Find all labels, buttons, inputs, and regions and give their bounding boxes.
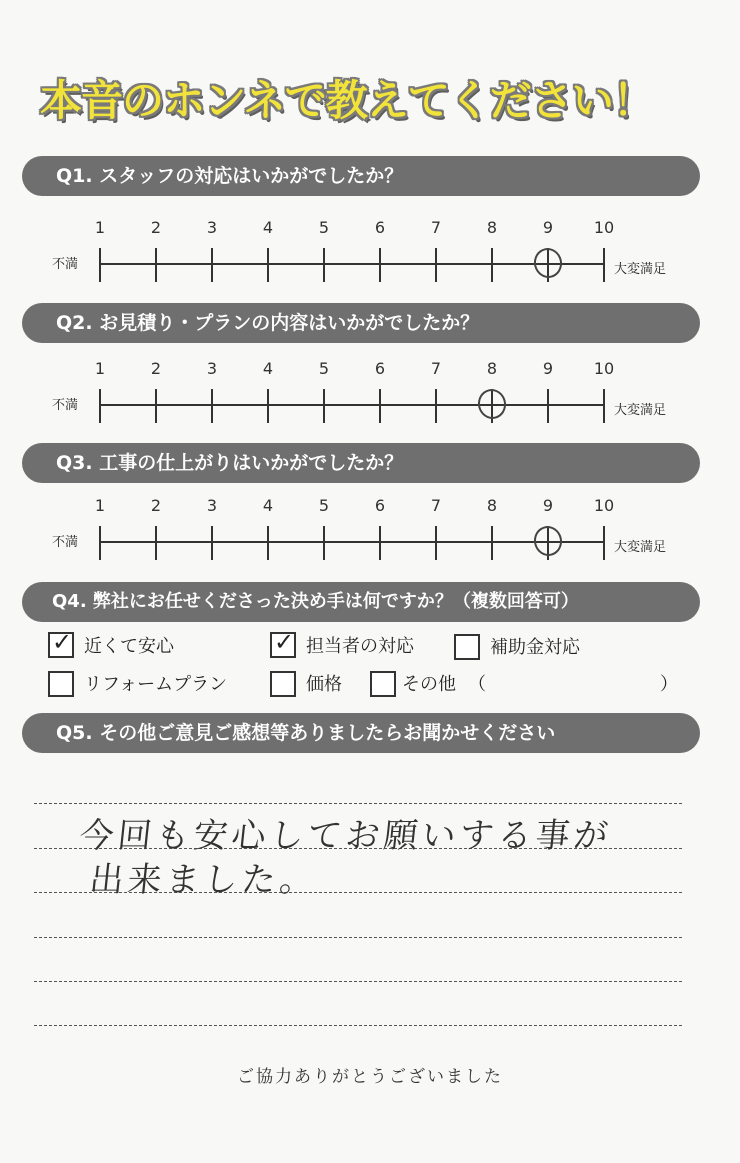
question-4-header: Q4. 弊社にお任せくださった決め手は何ですか？（複数回答可）: [22, 582, 700, 622]
scale-number: 7: [430, 359, 442, 378]
scale-number: 3: [206, 359, 218, 378]
answer-line: [34, 1025, 682, 1026]
option-label: 価格: [306, 674, 342, 695]
option-checkbox-other[interactable]: [370, 671, 396, 697]
scale-number: 9: [542, 218, 554, 237]
scale-right-label: 大変満足: [614, 403, 667, 418]
scale-number: 2: [150, 359, 162, 378]
scale-right-label: 大変満足: [614, 540, 667, 555]
scale-tick[interactable]: [435, 248, 437, 282]
check-mark: ✓: [274, 628, 295, 656]
scale-tick[interactable]: [267, 526, 269, 560]
answer-line: [34, 981, 682, 982]
scale-number: 1: [94, 218, 106, 237]
scale-tick[interactable]: [323, 389, 325, 423]
other-paren-close: ）: [660, 674, 678, 695]
scale-number: 1: [94, 496, 106, 515]
scale-tick[interactable]: [491, 248, 493, 282]
page-title: 本音のホンネで教えてください！: [40, 76, 654, 125]
scale-tick[interactable]: [155, 389, 157, 423]
handwritten-answer-line-2[interactable]: 出来ました。: [87, 860, 320, 900]
scale-tick[interactable]: [379, 389, 381, 423]
scale-number: 6: [374, 359, 386, 378]
scale-number: 7: [430, 218, 442, 237]
scale-number: 10: [593, 496, 615, 515]
scale-number: 1: [94, 359, 106, 378]
scale-number: 8: [486, 218, 498, 237]
answer-line: [34, 803, 682, 804]
scale-tick[interactable]: [603, 389, 605, 423]
scale-number: 8: [486, 359, 498, 378]
scale-number: 2: [150, 218, 162, 237]
scale-tick[interactable]: [211, 248, 213, 282]
scale-line: [100, 404, 604, 406]
scale-left-label: 不満: [52, 398, 79, 413]
scale-tick[interactable]: [603, 248, 605, 282]
selected-circle-mark: [531, 245, 565, 280]
scale-tick[interactable]: [323, 248, 325, 282]
handwritten-answer-line-1[interactable]: 今回も安心してお願いする事が: [77, 816, 614, 856]
question-5-header: Q5. その他ご意見ご感想等ありましたらお聞かせください: [22, 713, 700, 753]
scale-tick[interactable]: [267, 248, 269, 282]
scale-tick[interactable]: [547, 389, 549, 423]
scale-number: 9: [542, 359, 554, 378]
scale-number: 5: [318, 496, 330, 515]
scale-tick[interactable]: [603, 526, 605, 560]
scale-number: 3: [206, 496, 218, 515]
scale-number: 8: [486, 496, 498, 515]
scale-number: 5: [318, 218, 330, 237]
scale-number: 4: [262, 359, 274, 378]
scale-tick[interactable]: [323, 526, 325, 560]
option-checkbox-subsidy[interactable]: [454, 634, 480, 660]
scale-tick[interactable]: [211, 389, 213, 423]
scale-number: 7: [430, 496, 442, 515]
scale-tick[interactable]: [99, 389, 101, 423]
option-checkbox-staff-response[interactable]: [270, 628, 296, 658]
option-checkbox-reform-plan[interactable]: [48, 671, 74, 697]
option-label: 近くて安心: [84, 636, 174, 657]
scale-line: [100, 263, 604, 265]
scale-number: 6: [374, 496, 386, 515]
scale-number: 3: [206, 218, 218, 237]
option-label: リフォームプラン: [84, 674, 228, 695]
scale-number: 9: [542, 496, 554, 515]
option-label: 担当者の対応: [306, 636, 414, 657]
question-2-header: Q2. お見積り・プランの内容はいかがでしたか？: [22, 303, 700, 343]
scale-right-label: 大変満足: [614, 262, 667, 277]
scale-tick[interactable]: [155, 526, 157, 560]
scale-left-label: 不満: [52, 257, 79, 272]
scale-number: 6: [374, 218, 386, 237]
scale-tick[interactable]: [155, 248, 157, 282]
option-checkbox-close-safe[interactable]: [48, 628, 74, 658]
scale-line: [100, 541, 604, 543]
question-3-header: Q3. 工事の仕上がりはいかがでしたか？: [22, 443, 700, 483]
selected-circle-mark: [475, 386, 509, 421]
scale-tick[interactable]: [435, 389, 437, 423]
scale-number: 2: [150, 496, 162, 515]
scale-number: 4: [262, 496, 274, 515]
scale-tick[interactable]: [379, 248, 381, 282]
question-1-header: Q1. スタッフの対応はいかがでしたか？: [22, 156, 700, 196]
scale-tick[interactable]: [491, 526, 493, 560]
question-1-scale[interactable]: [0, 218, 740, 308]
scale-tick[interactable]: [267, 389, 269, 423]
other-paren-open: （: [468, 674, 486, 695]
answer-line: [34, 937, 682, 938]
scale-number: 10: [593, 218, 615, 237]
scale-tick[interactable]: [99, 526, 101, 560]
option-checkbox-price[interactable]: [270, 671, 296, 697]
question-2-scale[interactable]: [0, 359, 740, 449]
check-mark: ✓: [52, 628, 73, 656]
option-label: 補助金対応: [490, 637, 580, 658]
scale-left-label: 不満: [52, 535, 79, 550]
selected-circle-mark: [531, 523, 565, 558]
option-label: その他: [402, 674, 456, 695]
scale-tick[interactable]: [99, 248, 101, 282]
question-3-scale[interactable]: [0, 496, 740, 586]
scale-number: 10: [593, 359, 615, 378]
thank-you-message: ご協力ありがとうございました: [237, 1067, 503, 1087]
scale-number: 4: [262, 218, 274, 237]
scale-number: 5: [318, 359, 330, 378]
scale-tick[interactable]: [435, 526, 437, 560]
scale-tick[interactable]: [211, 526, 213, 560]
scale-tick[interactable]: [379, 526, 381, 560]
